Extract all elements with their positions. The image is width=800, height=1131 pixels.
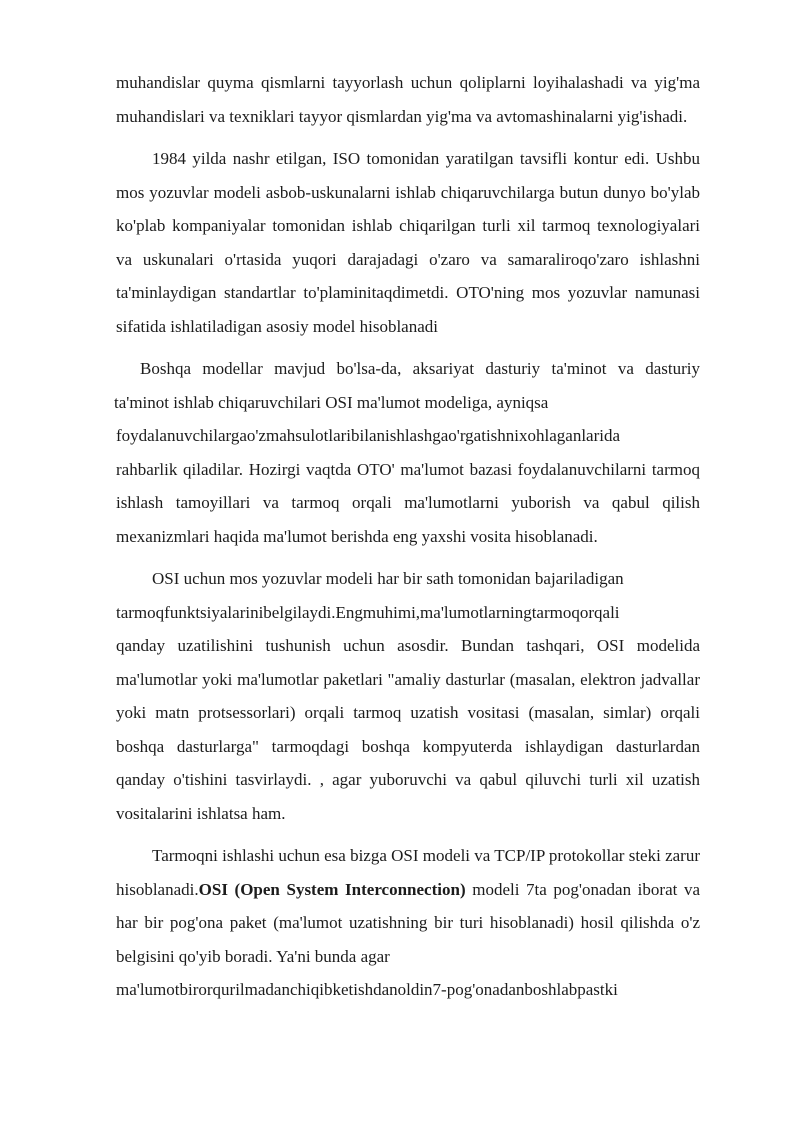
paragraph-5-bold-term: OSI (Open System Interconnection) — [198, 879, 466, 899]
paragraph-2 — [116, 142, 700, 343]
paragraph-5-long-word: ma'lumotbirorqurilmadanchiqibketishdanoldin7-pog'onadanboshlabpastki — [116, 980, 618, 999]
paragraph-3-rest — [116, 453, 700, 554]
paragraph-4-rest-text: qanday uzatilishini tushunish uchun asosdir. Bundan tashqari, OSI modelida ma'lumotlar yoki ma'lumotlar paketlari "amaliy dasturlar (masalan, elektron jadvallar yoki matn protsessorlari) orqali tarmoq uzatish vositasi (masalan, simlar) orqali boshqa dasturlarga" tarmoqdagi boshqa kompyuterda ishlaydigan dasturlardan qanday o'tishini tasvirlaydi. , agar yuboruvchi va qabul qiluvchi turli xil uzatish vositalarini ishlatsa ham. — [116, 636, 700, 823]
paragraph-3-long-word-line — [116, 419, 700, 453]
paragraph-4-line1: OSI uchun mos yozuvlar modeli har bir sath tomonidan bajariladigan — [152, 569, 624, 588]
paragraph-1 — [116, 66, 700, 133]
paragraph-3-rest-text: rahbarlik qiladilar. Hozirgi vaqtda OTO' ma'lumot bazasi foydalanuvchilarni tarmoq ishlash tamoyillari va tarmoq orqali ma'lumotlarni yuborish va qabul qilish mexanizmlari haqida ma'lumot berishda eng yaxshi vosita hisoblanadi. — [116, 459, 700, 546]
paragraph-5-after-bold: modeli 7ta pog'onadan iborat va har bir pog'ona paket (ma'lumot uzatishning bir turi hisoblanadi) hosil qilishda o'z belgisini qo'yib boradi. Ya'ni bunda agar — [116, 879, 700, 966]
paragraph-1-text: muhandislar quyma qismlarni tayyorlash uchun qoliplarni loyihalashadi va yig'ma muhandislari va texniklari tayyor qismlardan yig'ma va avtomashinalarni yig'ishadi. — [116, 73, 700, 126]
paragraph-4-rest — [116, 629, 700, 830]
paragraph-3 — [114, 352, 700, 419]
paragraph-2-text: 1984 yilda nashr etilgan, ISO tomonidan yaratilgan tavsifli kontur edi. Ushbu mos yozuvlar modeli asbob-uskunalarni ishlab chiqaruvchilarga butun dunyo bo'ylab ko'plab kompaniyalar tomonidan ishlab chiqarilgan turli xil tarmoq texnologiyalari va uskunalari o'rtasida yuqori darajadagi o'zaro va samaraliroqo'zaro ishlashni ta'minlaydigan standartlar to'plaminitaqdimetdi. OTO'ning mos yozuvlar namunasi sifatida ishlatiladigan asosiy model hisoblanadi — [116, 149, 700, 336]
document-body — [116, 66, 700, 1007]
paragraph-5-before-bold: Tarmoqni ishlashi uchun esa bizga OSI modeli va TCP/IP protokollar steki zarur hisoblanadi. — [116, 846, 700, 899]
paragraph-4-long-word-line — [116, 596, 700, 630]
paragraph-3-long-word: foydalanuvchilargao'zmahsulotlaribilanishlashgao'rgatishnixohlaganlarida — [116, 426, 621, 445]
paragraph-5 — [116, 839, 700, 973]
paragraph-4-long-word: tarmoqfunktsiyalarinibelgilaydi.Engmuhimi,ma'lumotlarningtarmoqorqali — [116, 602, 620, 622]
paragraph-5-long-word-line — [116, 973, 700, 1007]
paragraph-3-line1: Boshqa modellar mavjud bo'lsa-da, aksariyat dasturiy ta'minot va dasturiy ta'minot ishlab chiqaruvchilari OSI ma'lumot modeliga, ayniqsa — [114, 359, 700, 412]
paragraph-4 — [116, 562, 700, 596]
